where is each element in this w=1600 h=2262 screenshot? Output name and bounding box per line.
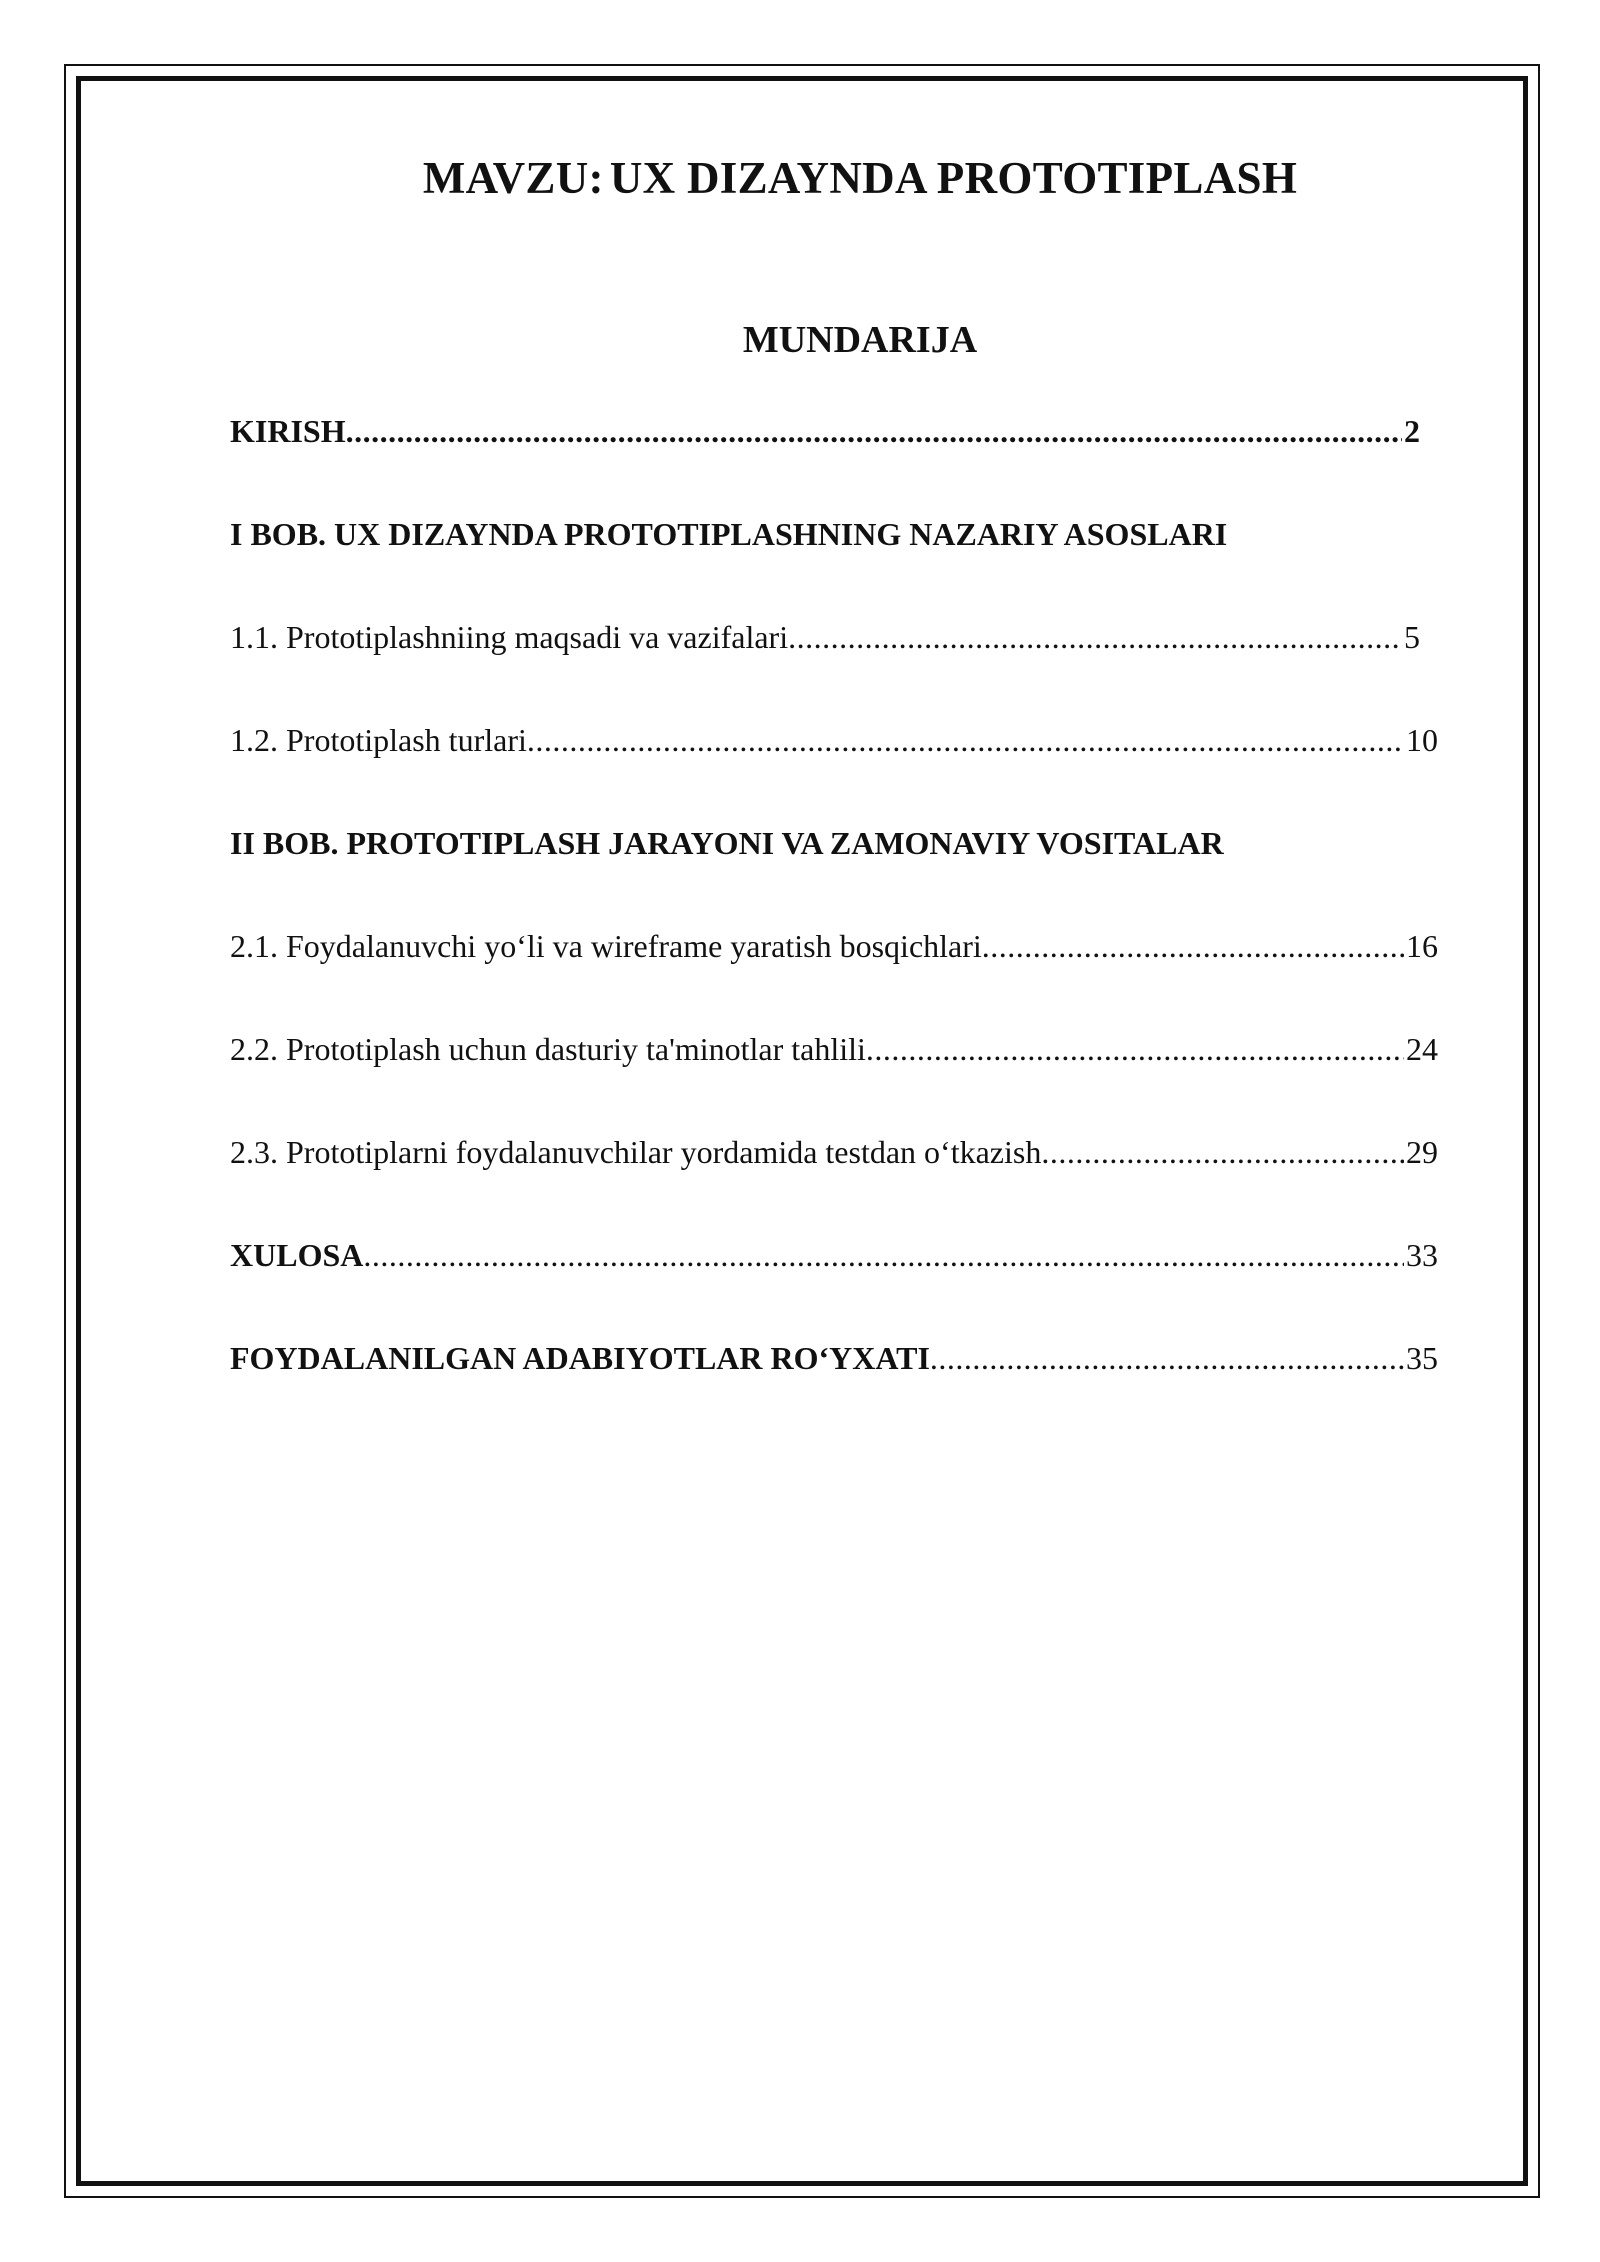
toc-entry-page: 10 [1406, 722, 1438, 758]
toc-entry-label: KIRISH [230, 413, 346, 449]
title-main: UX DIZAYNDA PROTOTIPLASH [609, 153, 1298, 203]
toc-entry-label: FOYDALANILGAN ADABIYOTLAR RO‘YXATI [230, 1340, 930, 1376]
toc-entry-label: II BOB. PROTOTIPLASH JARAYONI VA ZAMONAVIY VOSITALAR [230, 825, 1224, 861]
toc-entry-2-3[interactable] [230, 1132, 1438, 1172]
toc-entry-kirish[interactable] [230, 411, 1420, 451]
toc-leader-dots [866, 1029, 1404, 1069]
toc-chapter-1[interactable] [230, 514, 1227, 554]
toc-leader-dots [788, 617, 1402, 657]
toc-entry-2-2[interactable] [230, 1029, 1438, 1069]
toc-entry-1-2[interactable] [230, 720, 1438, 760]
toc-entry-1-1[interactable] [230, 617, 1420, 657]
toc-entry-label: 1.2. Prototiplash turlari [230, 722, 527, 758]
toc-entry-label: 1.1. Prototiplashniing maqsadi va vazifalari [230, 619, 789, 655]
toc-leader-dots [346, 411, 1402, 451]
toc-leader-dots [982, 926, 1404, 966]
toc-entry-2-1[interactable] [230, 926, 1438, 966]
page-border-inner [76, 76, 1528, 2186]
toc-leader-dots [527, 720, 1404, 760]
toc-heading: MUNDARIJA [742, 319, 978, 361]
toc-entry-page: 16 [1406, 928, 1438, 964]
toc-entry-xulosa[interactable] [230, 1235, 1438, 1275]
toc-leader-dots [363, 1235, 1404, 1275]
toc-entry-page: 5 [1404, 619, 1420, 655]
toc-entry-page: 24 [1406, 1031, 1438, 1067]
toc-entry-label: I BOB. UX DIZAYNDA PROTOTIPLASHNING NAZARIY ASOSLARI [230, 516, 1228, 552]
toc-entry-references[interactable] [230, 1338, 1438, 1378]
toc-leader-dots [930, 1338, 1404, 1378]
toc-entry-page: 2 [1404, 413, 1420, 449]
toc-chapter-2[interactable] [230, 823, 1224, 863]
title-prefix: MAVZU: [422, 153, 604, 203]
document-title [0, 152, 1600, 204]
toc-entry-page: 33 [1406, 1237, 1438, 1273]
toc-entry-page: 35 [1406, 1340, 1438, 1376]
toc-entry-label: 2.1. Foydalanuvchi yo‘li va wireframe yaratish bosqichlari [230, 928, 982, 964]
toc-entry-label: 2.2. Prototiplash uchun dasturiy ta'minotlar tahlili [230, 1031, 866, 1067]
toc-entry-page: 29 [1406, 1134, 1438, 1170]
toc-entry-label: 2.3. Prototiplarni foydalanuvchilar yordamida testdan o‘tkazish [230, 1134, 1042, 1170]
toc-entry-label: XULOSA [230, 1237, 364, 1273]
toc-leader-dots [1041, 1132, 1404, 1172]
